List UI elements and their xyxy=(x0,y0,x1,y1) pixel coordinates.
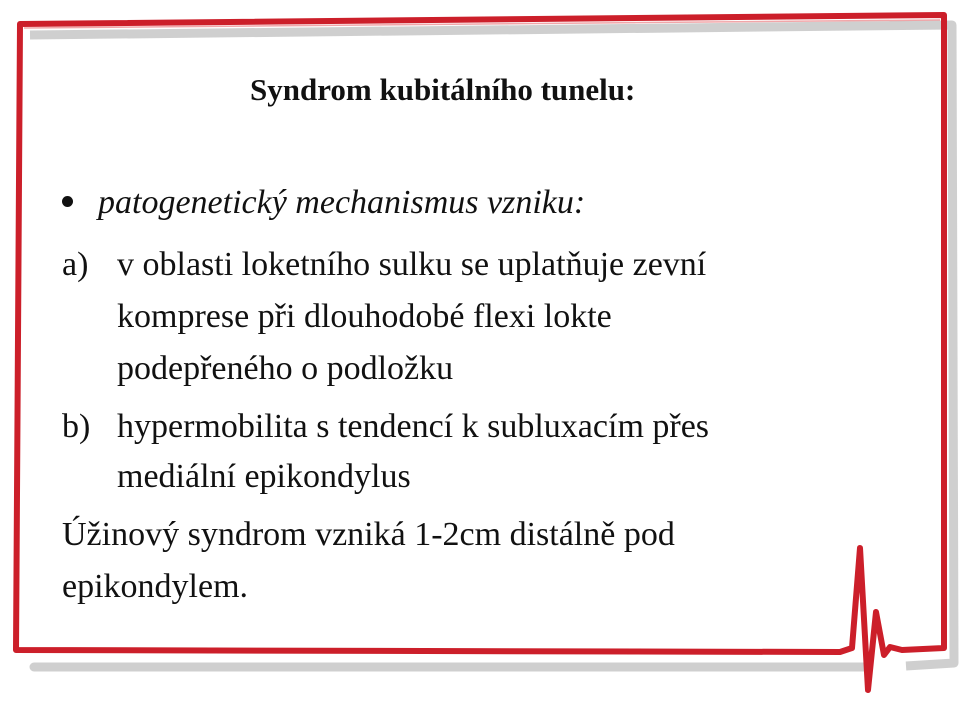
conclusion-line-1: Úžinový syndrom vzniká 1-2cm distálně pod xyxy=(62,516,675,553)
item-b-line-2: mediální epikondylus xyxy=(117,458,411,495)
conclusion-line-2: epikondylem. xyxy=(62,568,249,605)
bullet-dot-icon xyxy=(62,196,73,207)
item-a-line-2: komprese při dlouhodobé flexi lokte xyxy=(117,298,612,335)
item-a-line-1: v oblasti loketního sulku se uplatňuje zevní xyxy=(117,246,707,283)
item-a-marker: a) xyxy=(62,246,89,283)
item-b-marker: b) xyxy=(62,408,91,445)
bullet-text: patogenetický mechanismus vzniku: xyxy=(98,184,586,221)
slide-title: Syndrom kubitálního tunelu: xyxy=(250,72,636,107)
item-b-line-1: hypermobilita s tendencí k subluxacím přes xyxy=(117,408,710,445)
item-a-line-3: podepřeného o podložku xyxy=(117,350,454,387)
